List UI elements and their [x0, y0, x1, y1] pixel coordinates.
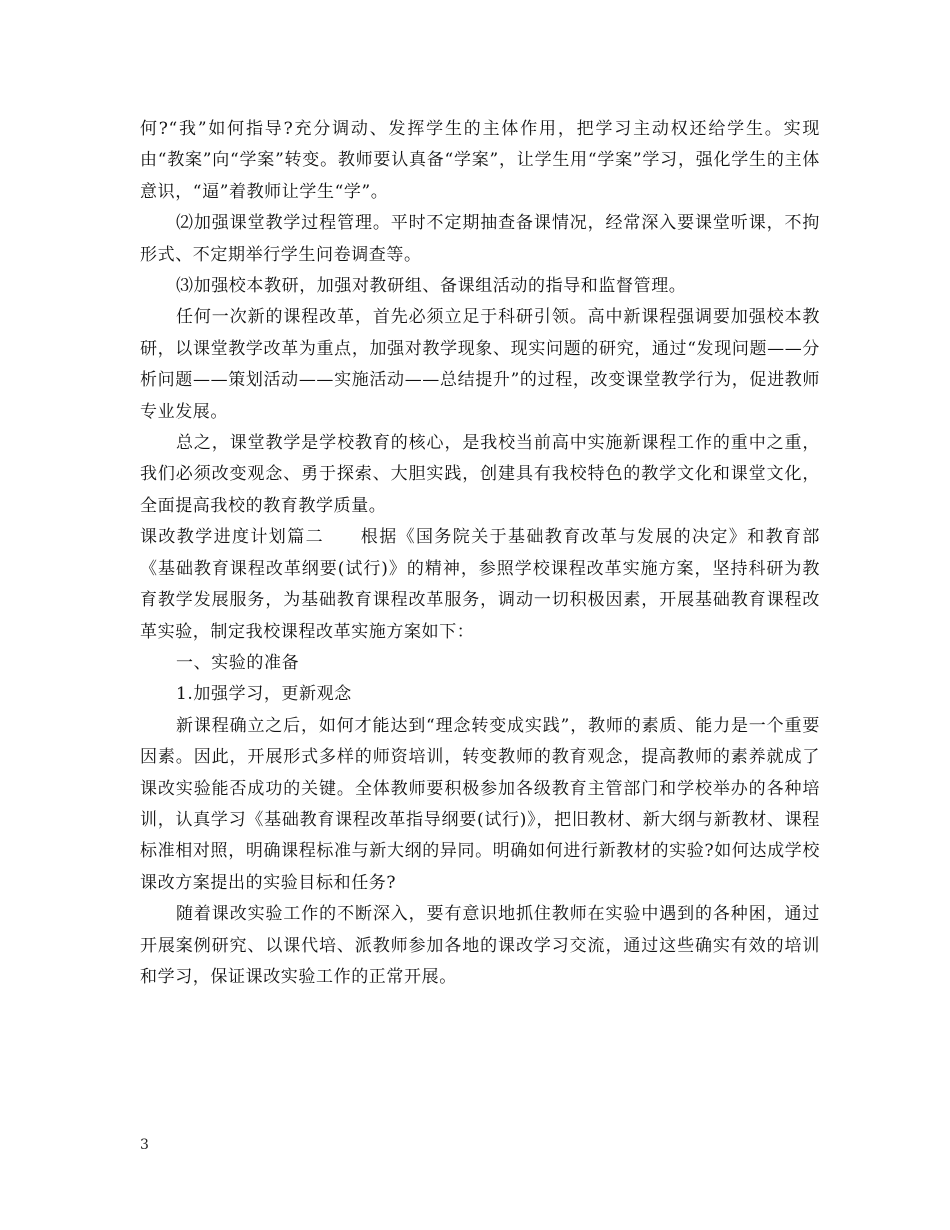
paragraph-continued: 何?“我”如何指导?充分调动、发挥学生的主体作用，把学习主动权还给学生。实现由“教案”向“学案”转变。教师要认真备“学案”，让学生用“学案”学习，强化学生的主体意识，“逼”着教师让学生“学”。 — [140, 119, 820, 202]
paragraph-deepening: 随着课改实验工作的不断深入，要有意识地抓住教师在实验中遇到的各种困，通过开展案例研究、以课代培、派教师参加各地的课改学习交流，通过这些确实有效的培训和学习，保证课改实验工作的正常开展。 — [140, 904, 820, 987]
paragraph-summary: 总之，课堂教学是学校教育的核心，是我校当前高中实施新课程工作的重中之重，我们必须改变观念、勇于探索、大胆实践，创建具有我校特色的教学文化和课堂文化，全面提高我校的教育教学质量。 — [140, 433, 820, 516]
paragraph-research-lead: 任何一次新的课程改革，首先必须立足于科研引领。高中新课程强调要加强校本教研，以课堂教学改革为重点，加强对教学现象、现实问题的研究，通过“发现问题——分析问题——策划活动——实施活动——总结提升”的过程，改变课堂教学行为，促进教师专业发展。 — [140, 307, 820, 422]
page-number: 3 — [140, 1137, 149, 1153]
paragraph-teacher-training: 新课程确立之后，如何才能达到“理念转变成实践”，教师的素质、能力是一个重要因素。因此，开展形式多样的师资培训，转变教师的教育观念，提高教师的素养就成了课改实验能否成功的关键。全体教师要积极参加各级教育主管部门和学校举办的各种培训，认真学习《基础教育课程改革指导纲要(试行)》，把旧教材、新大纲与新教材、课程标准相对照，明确课程标准与新大纲的异同。明确如何进行新教材的实验?如何达成学校课改方案提出的实验目标和任务? — [140, 715, 820, 893]
paragraph-course-management: ⑵加强课堂教学过程管理。平时不定期抽查备课情况，经常深入要课堂听课，不拘形式、不定期举行学生问卷调查等。 — [140, 213, 820, 265]
document-body — [140, 114, 820, 993]
paragraph-school-research: ⑶加强校本教研，加强对教研组、备课组活动的指导和监督管理。 — [176, 276, 687, 297]
section-heading: 一、实验的准备 — [176, 652, 300, 673]
paragraph-plan-two: 课改教学进度计划篇二 根据《国务院关于基础教育改革与发展的决定》和教育部《基础教育课程改革纲要(试行)》的精神，参照学校课程改革实施方案，坚持科研为教育教学发展服务，为基础教育课程改革服务，调动一切积极因素，开展基础教育课程改革实验，制定我校课程改革实施方案如下： — [140, 527, 820, 642]
subsection-heading: 1.加强学习，更新观念 — [176, 684, 352, 705]
